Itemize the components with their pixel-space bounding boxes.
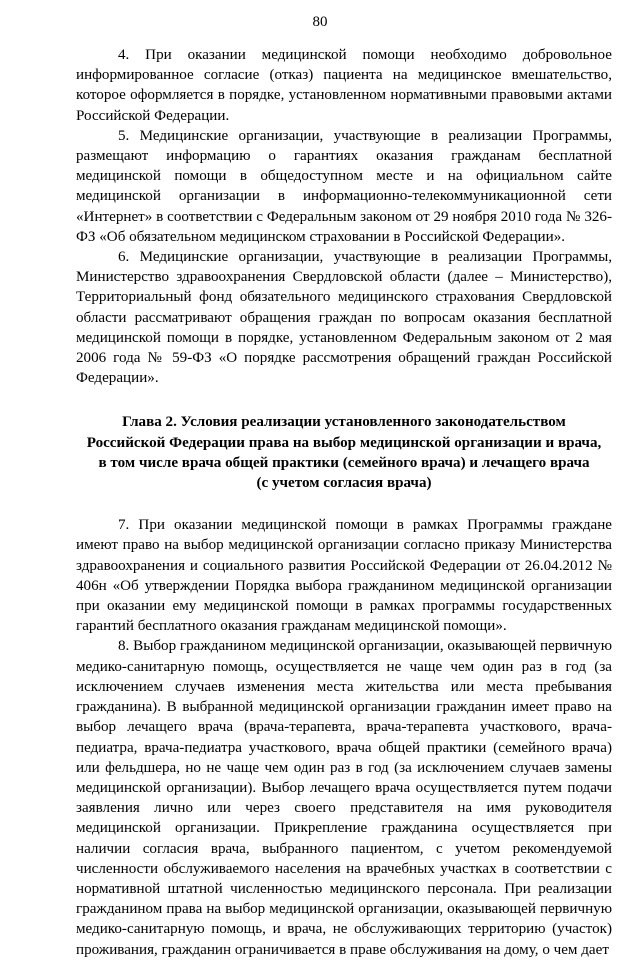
chapter-heading-line: Глава 2. Условия реализации установленного законодательством [122, 414, 566, 431]
document-body [76, 45, 612, 960]
paragraph-4: 4. При оказании медицинской помощи необходимо добровольное информированное согласие (отказ) пациента на медицинское вмешательство, которое оформляется в порядке, установленном нормативными правовыми актами Российской Федерации. [76, 47, 612, 124]
paragraph-8: 8. Выбор гражданином медицинской организации, оказывающей первичную медико-санитарную помощь, осуществляется не чаще чем один раз в год (за исключением случаев изменения места жительства или места пребывания гражданина). В выбранной медицинской организации гражданин имеет право на выбор лечащего врача (врача-терапевта, врача-терапевта участкового, врача-педиатра, врача-педиатра участкового, врача общей практики (семейного врача) или фельдшера, но не чаще чем один раз в год (за исключением случаев замены медицинской организации). Выбор лечащего врача осуществляется путем подачи заявления лично или через своего представителя на имя руководителя медицинской организации. Прикрепление гражданина осуществляется при наличии согласия врача, выбранного пациентом, с учетом рекомендуемой численности обслуживаемого населения на врачебных участках в соответствии с нормативной штатной численностью медицинского персонала. При реализации гражданином права на выбор медицинской организации, оказывающей первичную медико-санитарную помощь, и врача, не обслуживающих территорию (участок) проживания, гражданин ограничивается в праве обслуживания на дому, о чем дает [76, 638, 612, 958]
chapter-heading [76, 412, 612, 493]
paragraph-6: 6. Медицинские организации, участвующие в реализации Программы, Министерство здравоохранения Свердловской области (далее – Министерство), Территориальный фонд обязательного медицинского страхования Свердловской области рассматривают обращения граждан по вопросам оказания бесплатной медицинской помощи в порядке, установленном Федеральным законом от 2 мая 2006 года № 59-ФЗ «О порядке рассмотрения обращений граждан Российской Федерации». [76, 249, 612, 387]
chapter-heading-line: Российской Федерации права на выбор медицинской организации и врача, [86, 434, 602, 451]
paragraph-5: 5. Медицинские организации, участвующие в реализации Программы, размещают информацию о гарантиях оказания гражданам бесплатной медицинской помощи в общедоступном месте и на официальном сайте медицинской организации в информационно-телекоммуникационной сети «Интернет» в соответствии с Федеральным законом от 29 ноября 2010 года № 326-ФЗ «Об обязательном медицинском страховании в Российской Федерации». [76, 127, 612, 245]
spacer [76, 493, 612, 515]
paragraph-7: 7. При оказании медицинской помощи в рамках Программы граждане имеют право на выбор медицинской организации согласно приказу Министерства здравоохранения и социального развития Российской Федерации от 26.04.2012 № 406н «Об утверждении Порядка выбора гражданином медицинской организации при оказании ему медицинской помощи в рамках программы государственных гарантий бесплатного оказания гражданам медицинской помощи». [76, 517, 612, 635]
page-number: 80 [312, 14, 328, 30]
chapter-heading-line: в том числе врача общей практики (семейного врача) и лечащего врача [98, 454, 590, 471]
chapter-heading-line: (с учетом согласия врача) [256, 475, 432, 492]
